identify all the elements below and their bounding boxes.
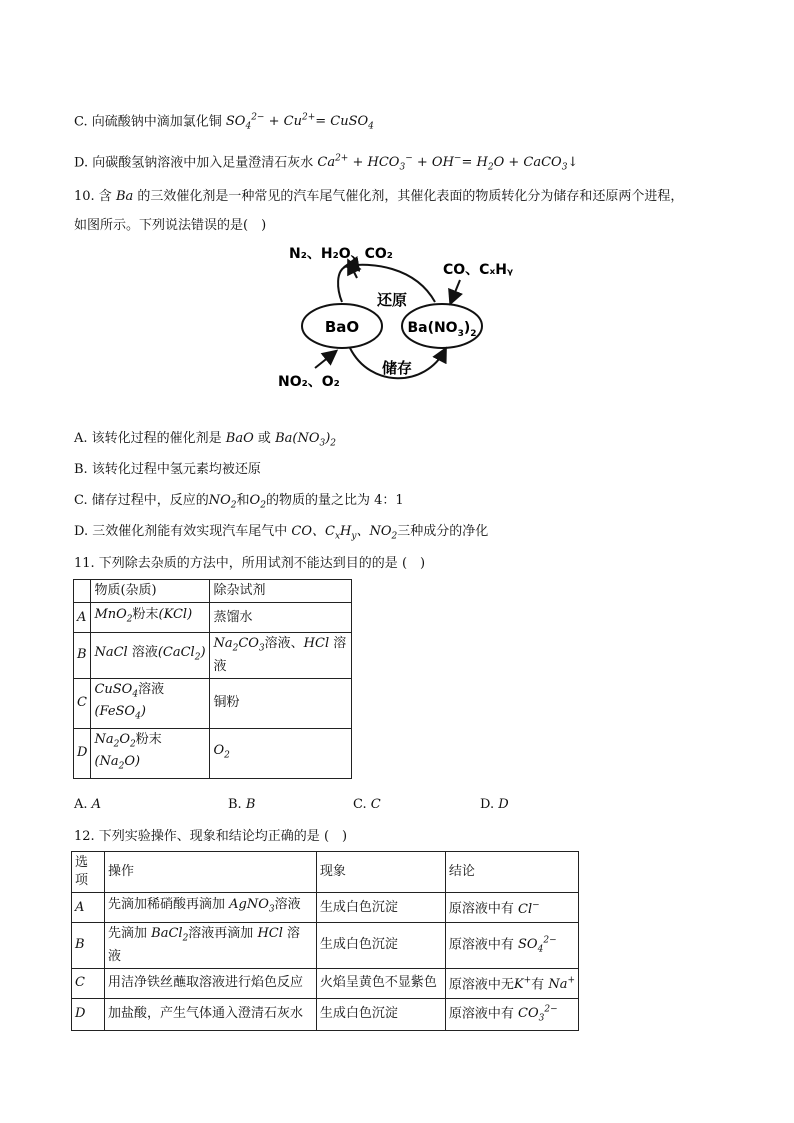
q11-option-c: C. C — [353, 797, 381, 812]
q10-option-c — [74, 492, 404, 515]
reactants-bottom-label: NO₂、O₂ — [278, 374, 340, 390]
q12-header-conclusion: 结论 — [445, 852, 578, 893]
table-row — [74, 603, 352, 633]
q12-header-operation: 操作 — [104, 852, 316, 893]
q11-option-a: A. A — [74, 797, 102, 812]
q12-row-conclusion: 原溶液中有 Cl− — [445, 893, 578, 923]
q10-a-banitrate: $Ba(NO_3)_2$ — [275, 431, 337, 449]
q10-d-text: D. 三效催化剂能有效实现汽车尾气中 — [74, 524, 288, 539]
q10-option-a — [74, 430, 336, 453]
q9-option-c — [74, 109, 374, 136]
q9-c-equation: $SO_4^{2-} + Cu^{2+}=$ CuSO$_4$ — [225, 113, 374, 132]
q11-header-blank — [74, 580, 91, 603]
q12-row-phenomenon: 火焰呈黄色不显紫色 — [316, 968, 445, 998]
q10-c-o2: $O_2$ — [249, 493, 266, 511]
q12-row-key: A — [72, 893, 105, 923]
reactants-top-arrow — [451, 280, 460, 302]
q9-d-text: D. 向碳酸氢钠溶液中加入足量澄清石灰水 — [74, 155, 314, 171]
table-row — [74, 728, 352, 778]
q12-row-conclusion: 原溶液中有 $CO_3^{2-}$ — [445, 998, 578, 1030]
reactants-top-label: CO、CₓHᵧ — [443, 262, 513, 278]
q11-row-substance: CuSO$_4$溶液 (FeSO$_4$) — [91, 678, 210, 728]
table-row — [72, 893, 579, 923]
ba-nitrate-label: $Ba(NO_3)_2$ — [407, 320, 477, 339]
table-row — [72, 998, 579, 1030]
q10-stem-part3: 如图所示。下列说法错误的是( ) — [74, 218, 267, 233]
q10-option-d — [74, 523, 488, 546]
q10-a-or: 或 — [257, 431, 271, 446]
table-row — [72, 923, 579, 969]
table-row — [74, 678, 352, 728]
table-row — [72, 968, 579, 998]
q11-row-substance: $Na_2O_2$粉末$(Na_2O)$ — [91, 728, 210, 778]
q12-row-phenomenon: 生成白色沉淀 — [316, 923, 445, 969]
products-label: N₂、H₂O、CO₂ — [289, 246, 393, 262]
q12-row-phenomenon: 生成白色沉淀 — [316, 893, 445, 923]
q10-stem-line1 — [74, 188, 683, 206]
q11-header-reagent: 除杂试剂 — [210, 580, 352, 603]
q11-option-d: D. D — [480, 797, 509, 812]
q11-stem — [74, 555, 425, 573]
q12-row-key: C — [72, 968, 105, 998]
q12-row-operation: 用洁净铁丝蘸取溶液进行焰色反应 — [104, 968, 316, 998]
q11-row-reagent: $O_2$ — [210, 728, 352, 778]
q12-row-key: D — [72, 998, 105, 1030]
q11-row-key: B — [74, 633, 91, 679]
q11-row-reagent: $Na_2CO_3$溶液、HCl 溶液 — [210, 633, 352, 679]
q11-row-reagent: 铜粉 — [210, 678, 352, 728]
q12-stem — [74, 828, 347, 846]
q9-d-equation: $Ca^{2+} + HCO_3^- + OH^-= H_2O$ + CaCO$_3$↓ — [317, 154, 579, 173]
q12-row-conclusion: 原溶液中无K+有 Na+ — [445, 968, 578, 998]
q11-row-key: C — [74, 678, 91, 728]
storage-label: 储存 — [381, 359, 413, 377]
q11-table — [73, 579, 352, 779]
q12-header-option: 选项 — [72, 852, 105, 893]
q11-stem-text: 11. 下列除去杂质的方法中，所用试剂不能达到目的的是 ( ) — [74, 556, 426, 571]
q10-stem-part1: 10. 含 — [74, 189, 112, 204]
q10-c-no2: $NO_2$ — [208, 493, 237, 511]
bao-label: BaO — [324, 318, 360, 336]
q10-c-text: C. 储存过程中，反应的 — [74, 493, 209, 508]
q10-d-end: 三种成分的净化 — [397, 524, 489, 539]
q10-a-bao: BaO — [225, 431, 254, 446]
q12-row-operation: 加盐酸，产生气体通入澄清石灰水 — [104, 998, 316, 1030]
q10-c-and: 和 — [236, 493, 250, 508]
q10-c-end: 的物质的量之比为 4：1 — [265, 493, 404, 508]
q11-row-substance: MnO$_2$粉末(KCl) — [91, 603, 210, 633]
q12-row-operation: 先滴加稀硝酸再滴加 AgNO$_3$溶液 — [104, 893, 316, 923]
reduction-label: 还原 — [376, 291, 408, 309]
q12-stem-text: 12. 下列实验操作、现象和结论均正确的是 ( ) — [74, 829, 348, 844]
table-row — [74, 633, 352, 679]
q12-row-key: B — [72, 923, 105, 969]
q10-a-text: A. 该转化过程的催化剂是 — [74, 431, 222, 446]
q12-row-phenomenon: 生成白色沉淀 — [316, 998, 445, 1030]
q12-row-conclusion: 原溶液中有 $SO_4^{2-}$ — [445, 923, 578, 969]
q12-header-phenomenon: 现象 — [316, 852, 445, 893]
table-row — [74, 580, 352, 603]
q9-c-text: C. 向硫酸钠中滴加氯化铜 — [74, 114, 222, 130]
q10-b-text: B. 该转化过程中氢元素均被还原 — [74, 462, 261, 477]
q10-stem-ba: Ba — [115, 189, 134, 204]
q11-option-b: B. B — [228, 797, 256, 812]
q11-row-key: D — [74, 728, 91, 778]
q10-d-species: CO、$C_xH_y$、$NO_2$ — [291, 524, 398, 542]
q10-cycle-diagram — [275, 238, 525, 393]
q10-stem-part2: 的三效催化剂是一种常见的汽车尾气催化剂，其催化表面的物质转化分为储存和还原两个进程， — [137, 189, 684, 204]
q10-option-b — [74, 461, 261, 479]
q10-stem-line2 — [74, 217, 266, 235]
reactants-bottom-arrow — [315, 352, 335, 368]
q11-row-substance: NaCl 溶液(CaCl$_2$) — [91, 633, 210, 679]
q11-header-substance: 物质(杂质) — [91, 580, 210, 603]
q12-table — [71, 851, 579, 1031]
q9-option-d — [74, 150, 578, 177]
q12-row-operation: 先滴加 BaCl$_2$溶液再滴加 HCl 溶液 — [104, 923, 316, 969]
q11-row-reagent: 蒸馏水 — [210, 603, 352, 633]
table-row — [72, 852, 579, 893]
q11-row-key: A — [74, 603, 91, 633]
arc-top-left — [338, 266, 347, 302]
